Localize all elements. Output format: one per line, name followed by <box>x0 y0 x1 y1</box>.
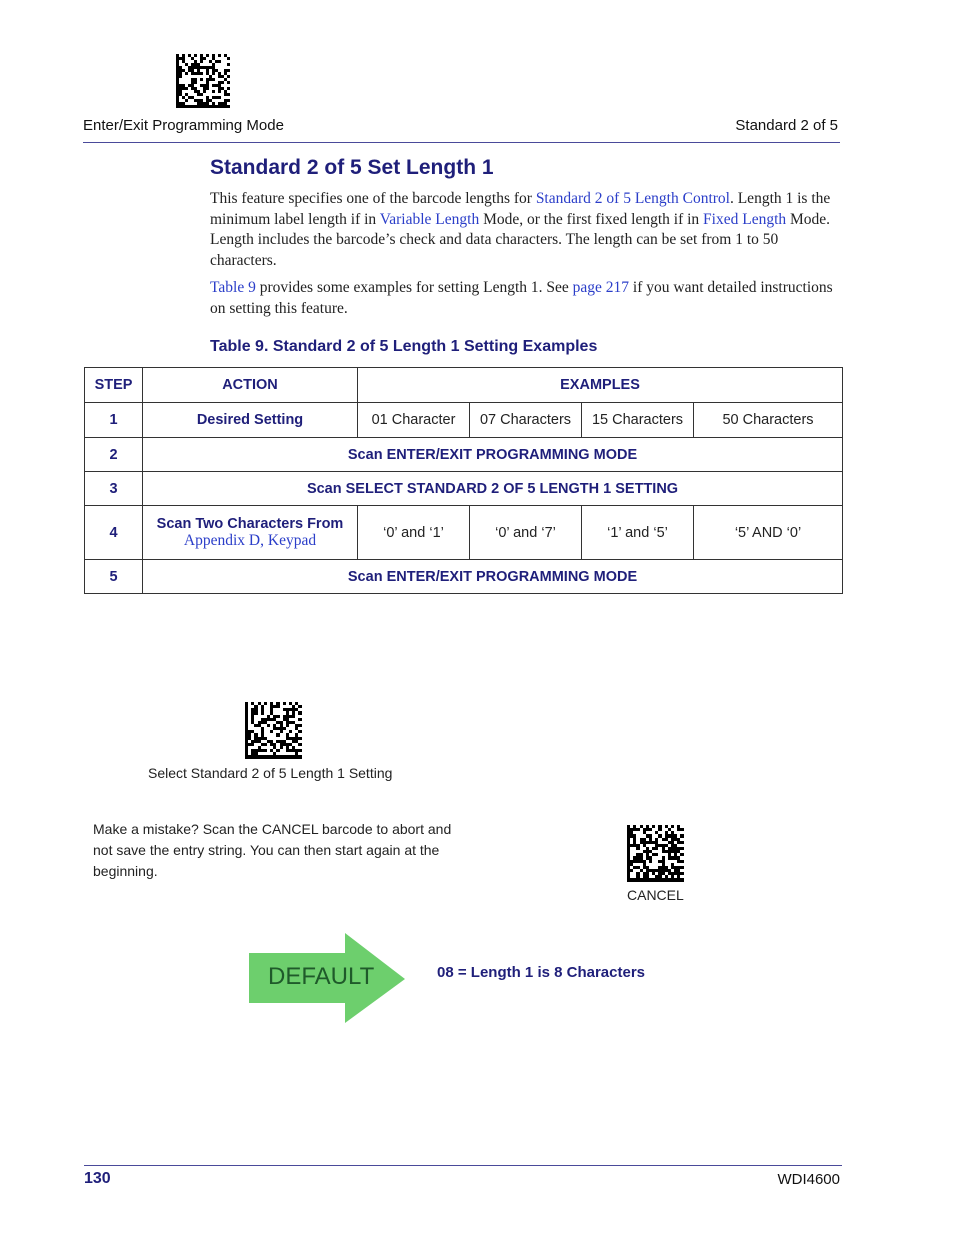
action-cell: Scan ENTER/EXIT PROGRAMMING MODE <box>143 560 843 594</box>
cancel-barcode[interactable] <box>627 825 684 882</box>
footer-rule <box>84 1165 842 1166</box>
intro-text-4: Mode. Length includes the barcode’s check and data characters. The length can be set from 1 to 50 characters. <box>210 210 831 269</box>
action-text: Scan Two Characters From <box>156 515 344 532</box>
header-left-title: Enter/Exit Programming Mode <box>83 117 284 134</box>
mistake-note: Make a mistake? Scan the CANCEL barcode to abort and not save the entry string. You can then start again at the beginning. <box>93 821 452 879</box>
table-row <box>85 403 843 438</box>
table-header-row <box>85 368 843 403</box>
step-cell: 3 <box>85 472 143 506</box>
variable-length-link[interactable]: Variable Length <box>379 210 480 228</box>
setting-examples-table <box>84 367 843 594</box>
step-cell: 4 <box>85 506 143 560</box>
section-title: Standard 2 of 5 Set Length 1 <box>210 156 494 179</box>
intro-text-1: This feature specifies one of the barcode lengths for <box>210 190 536 207</box>
product-name: WDI4600 <box>777 1171 840 1188</box>
header-right-title: Standard 2 of 5 <box>735 117 838 134</box>
fixed-length-link[interactable]: Fixed Length <box>703 210 787 228</box>
header-step: STEP <box>85 368 143 403</box>
table-title: Table 9. Standard 2 of 5 Length 1 Setting Examples <box>210 338 598 355</box>
default-label: DEFAULT <box>268 963 375 990</box>
intro-text-3: Mode, or the first fixed length if in <box>479 210 704 228</box>
select-length-1-barcode[interactable] <box>245 702 302 759</box>
header-examples: EXAMPLES <box>358 368 843 403</box>
ref-text-1: provides some examples for setting Length 1. See <box>255 279 573 296</box>
ref-text-2: if you want detailed instructions on setting this feature. <box>210 279 833 317</box>
cancel-barcode-caption: CANCEL <box>627 887 684 903</box>
default-note: 08 = Length 1 is 8 Characters <box>437 964 646 981</box>
action-cell: Scan SELECT STANDARD 2 OF 5 LENGTH 1 SETTING <box>143 472 843 506</box>
step-cell: 5 <box>85 560 143 594</box>
table-row <box>85 560 843 594</box>
appendix-keypad-link[interactable]: Appendix D, Keypad <box>183 531 317 549</box>
table-9-link[interactable]: Table 9 <box>210 279 256 296</box>
table-row <box>85 506 843 560</box>
header-rule <box>83 142 840 143</box>
action-cell: Desired Setting <box>143 403 358 438</box>
table-reference-paragraph <box>210 278 842 319</box>
example-cell: ‘0’ and ‘1’ <box>358 506 470 560</box>
enter-exit-programming-barcode <box>176 54 230 108</box>
page-number: 130 <box>84 1170 111 1187</box>
header-action: ACTION <box>143 368 358 403</box>
step-cell: 1 <box>85 403 143 438</box>
select-barcode-caption: Select Standard 2 of 5 Length 1 Setting <box>148 765 393 781</box>
length-control-link[interactable]: Standard 2 of 5 Length Control <box>535 190 730 207</box>
example-cell: ‘0’ and ‘7’ <box>470 506 582 560</box>
example-cell: 01 Character <box>358 403 470 438</box>
example-cell: 50 Characters <box>694 403 843 438</box>
example-cell: ‘1’ and ‘5’ <box>582 506 694 560</box>
action-cell: Scan ENTER/EXIT PROGRAMMING MODE <box>143 438 843 472</box>
example-cell: 07 Characters <box>470 403 582 438</box>
page-217-link[interactable]: page 217 <box>572 279 630 296</box>
table-row <box>85 438 843 472</box>
intro-paragraph <box>210 189 842 271</box>
step-cell: 2 <box>85 438 143 472</box>
example-cell: ‘5’ AND ‘0’ <box>694 506 843 560</box>
intro-text-2: . Length 1 is the minimum label length if in <box>210 190 831 228</box>
action-cell <box>143 506 358 560</box>
table-row <box>85 472 843 506</box>
example-cell: 15 Characters <box>582 403 694 438</box>
